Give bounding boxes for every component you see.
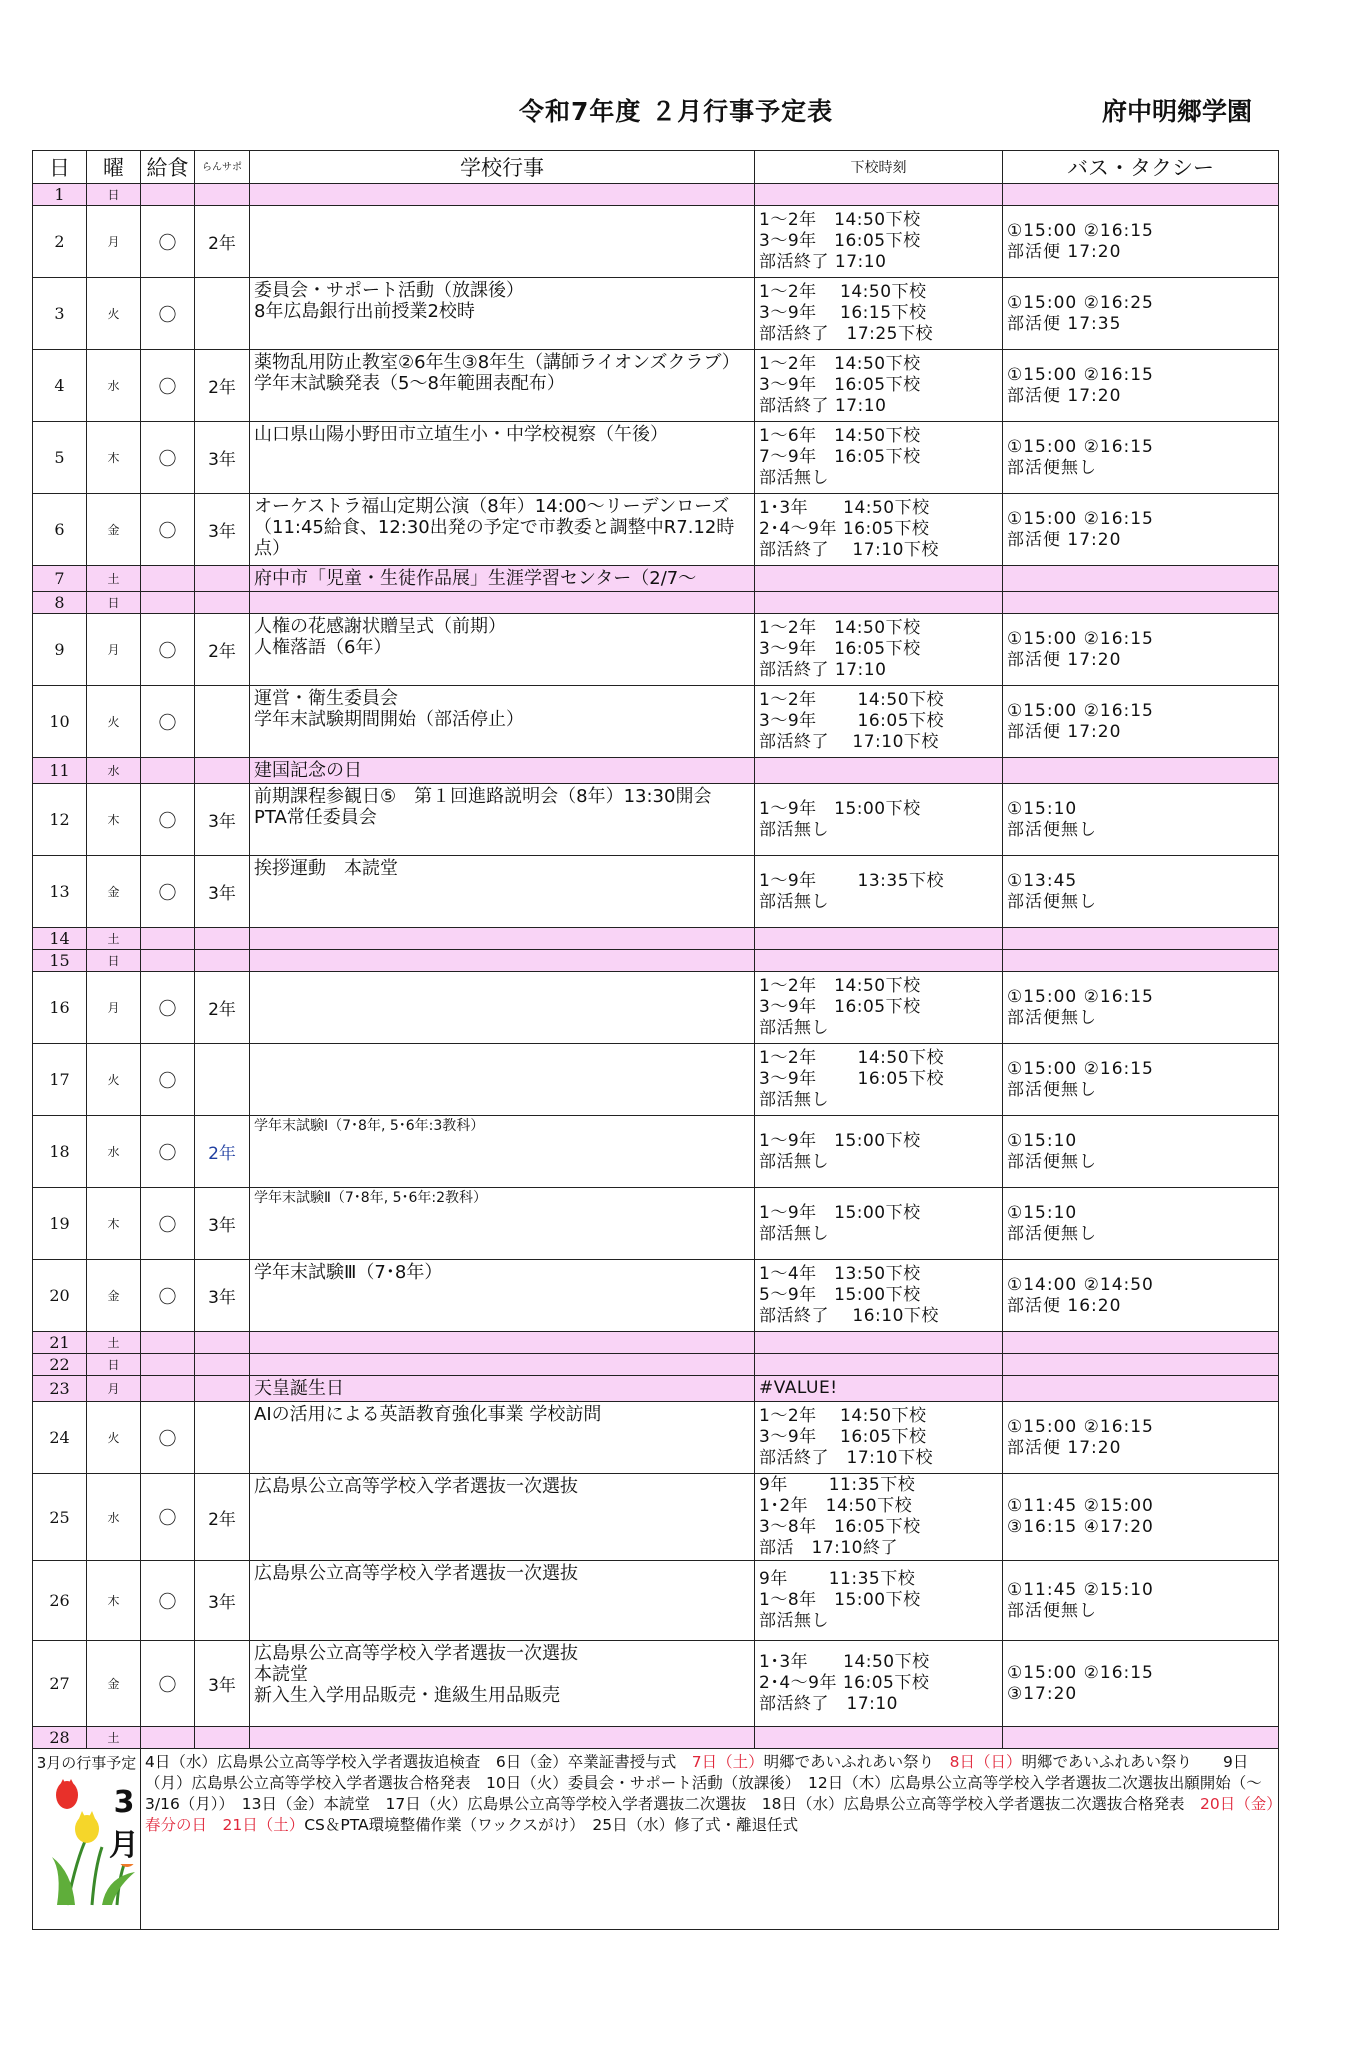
weekday-cell: 月 [87, 972, 141, 1044]
event-cell: 学年末試験Ⅰ（7･8年, 5･6年:3教科） [250, 1116, 755, 1188]
dismissal-cell [755, 928, 1003, 950]
dismissal-cell: 1～9年 13:35下校 部活無し [755, 856, 1003, 928]
bus-cell: ①15:00 ②16:15 部活便 17:20 [1003, 686, 1279, 758]
event-cell [250, 972, 755, 1044]
weekday-cell: 日 [87, 592, 141, 614]
schedule-row [33, 1727, 1279, 1749]
event-cell: 薬物乱用防止教室②6年生③8年生（講師ライオンズクラブ） 学年末試験発表（5～8年範囲表配布） [250, 350, 755, 422]
ransapo-cell [195, 950, 250, 972]
schedule-row [33, 566, 1279, 592]
day-cell: 19 [33, 1188, 87, 1260]
schedule-row [33, 1260, 1279, 1332]
dismissal-cell [755, 950, 1003, 972]
event-cell [250, 184, 755, 206]
meal-cell [141, 928, 195, 950]
day-cell: 8 [33, 592, 87, 614]
schedule-row [33, 1561, 1279, 1641]
ransapo-cell: 2年 [195, 206, 250, 278]
dismissal-cell [755, 566, 1003, 592]
event-cell: 学年末試験Ⅱ（7･8年, 5･6年:2教科） [250, 1188, 755, 1260]
event-cell [250, 1044, 755, 1116]
march-seg: 明郷であいふれあい祭り [763, 1753, 950, 1771]
col-ransapo: らんサポ [195, 151, 250, 184]
bus-cell: ①15:00 ②16:15 部活便 17:20 [1003, 1402, 1279, 1474]
schedule-row [33, 1116, 1279, 1188]
bus-cell: ①15:00 ②16:15 部活便無し [1003, 1044, 1279, 1116]
day-cell: 25 [33, 1474, 87, 1561]
march-seg-red: 8日（日） [949, 1753, 1022, 1771]
event-cell [250, 950, 755, 972]
march-label-cell [33, 1749, 141, 1930]
bus-cell [1003, 928, 1279, 950]
dismissal-cell [755, 1727, 1003, 1749]
ransapo-cell [195, 1376, 250, 1402]
weekday-cell: 土 [87, 1332, 141, 1354]
event-cell [250, 206, 755, 278]
bus-cell [1003, 592, 1279, 614]
day-cell: 9 [33, 614, 87, 686]
ransapo-cell: 3年 [195, 1188, 250, 1260]
event-cell: 山口県山陽小野田市立埴生小・中学校視察（午後） [250, 422, 755, 494]
dismissal-cell: 1～9年 15:00下校 部活無し [755, 784, 1003, 856]
meal-cell: 〇 [141, 278, 195, 350]
march-seg-red: 20日（金）春分の日 21日（土） [145, 1795, 1274, 1834]
ransapo-cell [195, 928, 250, 950]
meal-cell [141, 1727, 195, 1749]
weekday-cell: 火 [87, 686, 141, 758]
ransapo-cell [195, 278, 250, 350]
event-cell: 広島県公立高等学校入学者選抜一次選抜 [250, 1474, 755, 1561]
weekday-cell: 月 [87, 614, 141, 686]
meal-cell: 〇 [141, 1641, 195, 1727]
dismissal-cell [755, 758, 1003, 784]
dismissal-cell: 1～2年 14:50下校 3～9年 16:05下校 部活終了 17:10 [755, 350, 1003, 422]
ransapo-cell [195, 1402, 250, 1474]
bus-cell: ①15:00 ②16:25 部活便 17:35 [1003, 278, 1279, 350]
dismissal-cell: #VALUE! [755, 1376, 1003, 1402]
bus-cell: ①11:45 ②15:00 ③16:15 ④17:20 [1003, 1474, 1279, 1561]
ransapo-cell: 3年 [195, 1561, 250, 1641]
col-bus: バス・タクシー [1003, 151, 1279, 184]
day-cell: 12 [33, 784, 87, 856]
event-cell [250, 1332, 755, 1354]
bus-cell: ①14:00 ②14:50 部活便 16:20 [1003, 1260, 1279, 1332]
event-cell: 委員会・サポート活動（放課後） 8年広島銀行出前授業2校時 [250, 278, 755, 350]
event-cell [250, 1354, 755, 1376]
ransapo-cell: 2年 [195, 614, 250, 686]
march-events [141, 1749, 1279, 1930]
bus-cell: ①15:10 部活便無し [1003, 784, 1279, 856]
ransapo-cell: 3年 [195, 1260, 250, 1332]
bus-cell [1003, 184, 1279, 206]
ransapo-cell: 2年 [195, 350, 250, 422]
day-cell: 13 [33, 856, 87, 928]
meal-cell [141, 1354, 195, 1376]
weekday-cell: 日 [87, 1354, 141, 1376]
ransapo-cell [195, 1044, 250, 1116]
page-title: 令和7年度 ２月行事予定表 [519, 97, 834, 126]
dismissal-cell [755, 1332, 1003, 1354]
day-cell: 15 [33, 950, 87, 972]
schedule-row [33, 972, 1279, 1044]
dismissal-cell: 1～9年 15:00下校 部活無し [755, 1188, 1003, 1260]
meal-cell: 〇 [141, 1116, 195, 1188]
event-cell: オーケストラ福山定期公演（8年）14:00～リーデンローズ（11:45給食、12:30出発の予定で市教委と調整中R7.12時点） [250, 494, 755, 566]
meal-cell [141, 566, 195, 592]
bus-cell: ①15:00 ②16:15 部活便無し [1003, 422, 1279, 494]
schedule-row [33, 206, 1279, 278]
bus-cell: ①15:10 部活便無し [1003, 1116, 1279, 1188]
march-seg: 明郷であいふれあい祭り 9日（月）広島県公立高等学校入学者選抜合格発表 10日（火）委員会・サポート活動（放課後） 12日（木）広島県公立高等学校入学者選抜二次選抜出願開始（～3/16（月）） 13日（金）本読堂 17日（火）広島県公立高等学校入学者選抜二次選抜 18日（水）広島県公立高等学校入学者選抜二次選抜合格発表 [145, 1753, 1262, 1813]
meal-cell: 〇 [141, 1044, 195, 1116]
weekday-cell: 水 [87, 1116, 141, 1188]
header-row [33, 151, 1279, 184]
dismissal-cell: 1～9年 15:00下校 部活無し [755, 1116, 1003, 1188]
schedule-row [33, 856, 1279, 928]
weekday-cell: 水 [87, 1474, 141, 1561]
weekday-cell: 土 [87, 566, 141, 592]
meal-cell: 〇 [141, 494, 195, 566]
bus-cell [1003, 1332, 1279, 1354]
schedule-row [33, 758, 1279, 784]
event-cell [250, 1727, 755, 1749]
meal-cell [141, 950, 195, 972]
ransapo-cell [195, 184, 250, 206]
day-cell: 20 [33, 1260, 87, 1332]
weekday-cell: 木 [87, 1188, 141, 1260]
schedule-row [33, 350, 1279, 422]
event-cell: 建国記念の日 [250, 758, 755, 784]
weekday-cell: 金 [87, 1641, 141, 1727]
weekday-cell: 金 [87, 1260, 141, 1332]
day-cell: 11 [33, 758, 87, 784]
day-cell: 21 [33, 1332, 87, 1354]
meal-cell: 〇 [141, 1474, 195, 1561]
march-label: 3月の行事予定 [36, 1754, 137, 1772]
schedule-row [33, 928, 1279, 950]
meal-cell [141, 1332, 195, 1354]
weekday-cell: 木 [87, 784, 141, 856]
weekday-cell: 木 [87, 1561, 141, 1641]
schedule-row [33, 1332, 1279, 1354]
ransapo-cell: 2年 [195, 972, 250, 1044]
schedule-row [33, 1402, 1279, 1474]
dismissal-cell: 1～2年 14:50下校 3～9年 16:05下校 部活終了 17:10下校 [755, 686, 1003, 758]
meal-cell: 〇 [141, 614, 195, 686]
weekday-cell: 水 [87, 758, 141, 784]
meal-cell: 〇 [141, 422, 195, 494]
day-cell: 1 [33, 184, 87, 206]
schedule-row [33, 1376, 1279, 1402]
col-day: 日 [33, 151, 87, 184]
dismissal-cell [755, 1354, 1003, 1376]
march-seg: CS＆PTA環境整備作業（ワックスがけ） 25日（水）修了式・離退任式 [304, 1816, 799, 1834]
event-cell: 挨拶運動 本読堂 [250, 856, 755, 928]
dismissal-cell: 1～2年 14:50下校 3～9年 16:05下校 部活無し [755, 972, 1003, 1044]
day-cell: 26 [33, 1561, 87, 1641]
dismissal-cell: 1･3年 14:50下校 2･4～9年 16:05下校 部活終了 17:10下校 [755, 494, 1003, 566]
schedule-row [33, 1474, 1279, 1561]
dismissal-cell: 1～2年 14:50下校 3～9年 16:15下校 部活終了 17:25下校 [755, 278, 1003, 350]
event-cell [250, 592, 755, 614]
weekday-cell: 日 [87, 950, 141, 972]
bus-cell: ①13:45 部活便無し [1003, 856, 1279, 928]
col-weekday: 曜 [87, 151, 141, 184]
weekday-cell: 水 [87, 350, 141, 422]
ransapo-cell [195, 758, 250, 784]
meal-cell: 〇 [141, 1402, 195, 1474]
day-cell: 3 [33, 278, 87, 350]
bus-cell: ①11:45 ②15:10 部活便無し [1003, 1561, 1279, 1641]
dismissal-cell: 1･3年 14:50下校 2･4～9年 16:05下校 部活終了 17:10 [755, 1641, 1003, 1727]
ransapo-cell: 3年 [195, 422, 250, 494]
meal-cell [141, 592, 195, 614]
event-cell: 運営・衛生委員会 学年末試験期間開始（部活停止） [250, 686, 755, 758]
ransapo-cell [195, 686, 250, 758]
event-cell: 天皇誕生日 [250, 1376, 755, 1402]
march-row [33, 1749, 1279, 1930]
day-cell: 27 [33, 1641, 87, 1727]
dismissal-cell: 1～6年 14:50下校 7～9年 16:05下校 部活無し [755, 422, 1003, 494]
schedule-row [33, 784, 1279, 856]
meal-cell: 〇 [141, 972, 195, 1044]
dismissal-cell: 9年 11:35下校 1～8年 15:00下校 部活無し [755, 1561, 1003, 1641]
day-cell: 2 [33, 206, 87, 278]
bus-cell [1003, 1727, 1279, 1749]
schedule-row [33, 1641, 1279, 1727]
bus-cell: ①15:00 ②16:15 部活便 17:20 [1003, 350, 1279, 422]
dismissal-cell: 9年 11:35下校 1･2年 14:50下校 3～8年 16:05下校 部活 17:10終了 [755, 1474, 1003, 1561]
bus-cell [1003, 758, 1279, 784]
weekday-cell: 土 [87, 928, 141, 950]
ransapo-cell: 2年 [195, 1116, 250, 1188]
schedule-row [33, 614, 1279, 686]
ransapo-cell: 3年 [195, 784, 250, 856]
bus-cell [1003, 1354, 1279, 1376]
dismissal-cell: 1～2年 14:50下校 3～9年 16:05下校 部活終了 17:10下校 [755, 1402, 1003, 1474]
march-seg-red: 7日（土） [691, 1753, 764, 1771]
weekday-cell: 月 [87, 1376, 141, 1402]
schedule-row [33, 1188, 1279, 1260]
meal-cell: 〇 [141, 784, 195, 856]
schedule-row [33, 686, 1279, 758]
meal-cell [141, 1376, 195, 1402]
weekday-cell: 火 [87, 1402, 141, 1474]
day-cell: 7 [33, 566, 87, 592]
bus-cell: ①15:00 ②16:15 部活便 17:20 [1003, 494, 1279, 566]
dismissal-cell: 1～2年 14:50下校 3～9年 16:05下校 部活終了 17:10 [755, 206, 1003, 278]
ransapo-cell [195, 1727, 250, 1749]
meal-cell: 〇 [141, 1260, 195, 1332]
weekday-cell: 木 [87, 422, 141, 494]
day-cell: 16 [33, 972, 87, 1044]
ransapo-cell [195, 1354, 250, 1376]
day-cell: 10 [33, 686, 87, 758]
col-event: 学校行事 [250, 151, 755, 184]
event-cell: 広島県公立高等学校入学者選抜一次選抜 本読堂 新入生入学用品販売・進級生用品販売 [250, 1641, 755, 1727]
day-cell: 18 [33, 1116, 87, 1188]
day-cell: 17 [33, 1044, 87, 1116]
schedule-row [33, 950, 1279, 972]
weekday-cell: 月 [87, 206, 141, 278]
bus-cell [1003, 1376, 1279, 1402]
march-seg: 4日（水）広島県公立高等学校入学者選抜追検査 6日（金）卒業証書授与式 [145, 1753, 692, 1771]
dismissal-cell [755, 592, 1003, 614]
bus-cell [1003, 566, 1279, 592]
day-cell: 14 [33, 928, 87, 950]
schedule-table [32, 150, 1279, 1930]
day-cell: 5 [33, 422, 87, 494]
meal-cell [141, 758, 195, 784]
schedule-row [33, 1354, 1279, 1376]
dismissal-cell [755, 184, 1003, 206]
weekday-cell: 金 [87, 856, 141, 928]
march-badge: 3月 [105, 1785, 141, 1864]
schedule-row [33, 494, 1279, 566]
col-dismissal: 下校時刻 [755, 151, 1003, 184]
ransapo-cell: 2年 [195, 1474, 250, 1561]
day-cell: 6 [33, 494, 87, 566]
bus-cell: ①15:00 ②16:15 部活便 17:20 [1003, 206, 1279, 278]
meal-cell: 〇 [141, 856, 195, 928]
school-name: 府中明郷学園 [1102, 97, 1253, 126]
dismissal-cell: 1～2年 14:50下校 3～9年 16:05下校 部活無し [755, 1044, 1003, 1116]
meal-cell: 〇 [141, 1561, 195, 1641]
event-cell: 前期課程参観日⑤ 第１回進路説明会（8年）13:30開会 PTA常任委員会 [250, 784, 755, 856]
day-cell: 24 [33, 1402, 87, 1474]
event-cell: 学年末試験Ⅲ（7･8年） [250, 1260, 755, 1332]
weekday-cell: 火 [87, 278, 141, 350]
event-cell: 人権の花感謝状贈呈式（前期） 人権落語（6年） [250, 614, 755, 686]
ransapo-cell: 3年 [195, 856, 250, 928]
ransapo-cell [195, 566, 250, 592]
schedule-row [33, 278, 1279, 350]
day-cell: 4 [33, 350, 87, 422]
schedule-row [33, 184, 1279, 206]
col-meal: 給食 [141, 151, 195, 184]
dismissal-cell: 1～2年 14:50下校 3～9年 16:05下校 部活終了 17:10 [755, 614, 1003, 686]
schedule-row [33, 422, 1279, 494]
meal-cell: 〇 [141, 350, 195, 422]
weekday-cell: 土 [87, 1727, 141, 1749]
weekday-cell: 日 [87, 184, 141, 206]
weekday-cell: 金 [87, 494, 141, 566]
bus-cell: ①15:00 ②16:15 部活便無し [1003, 972, 1279, 1044]
bus-cell: ①15:00 ②16:15 ③17:20 [1003, 1641, 1279, 1727]
day-cell: 22 [33, 1354, 87, 1376]
event-cell [250, 928, 755, 950]
bus-cell: ①15:00 ②16:15 部活便 17:20 [1003, 614, 1279, 686]
schedule-row [33, 1044, 1279, 1116]
event-cell: 府中市「児童・生徒作品展」生涯学習センター（2/7～ [250, 566, 755, 592]
ransapo-cell [195, 1332, 250, 1354]
meal-cell: 〇 [141, 1188, 195, 1260]
schedule-row [33, 592, 1279, 614]
day-cell: 23 [33, 1376, 87, 1402]
ransapo-cell: 3年 [195, 1641, 250, 1727]
dismissal-cell: 1～4年 13:50下校 5～9年 15:00下校 部活終了 16:10下校 [755, 1260, 1003, 1332]
event-cell: 広島県公立高等学校入学者選抜一次選抜 [250, 1561, 755, 1641]
day-cell: 28 [33, 1727, 87, 1749]
ransapo-cell: 3年 [195, 494, 250, 566]
ransapo-cell [195, 592, 250, 614]
meal-cell: 〇 [141, 206, 195, 278]
event-cell: AIの活用による英語教育強化事業 学校訪問 [250, 1402, 755, 1474]
meal-cell [141, 184, 195, 206]
bus-cell [1003, 950, 1279, 972]
weekday-cell: 火 [87, 1044, 141, 1116]
bus-cell: ①15:10 部活便無し [1003, 1188, 1279, 1260]
meal-cell: 〇 [141, 686, 195, 758]
